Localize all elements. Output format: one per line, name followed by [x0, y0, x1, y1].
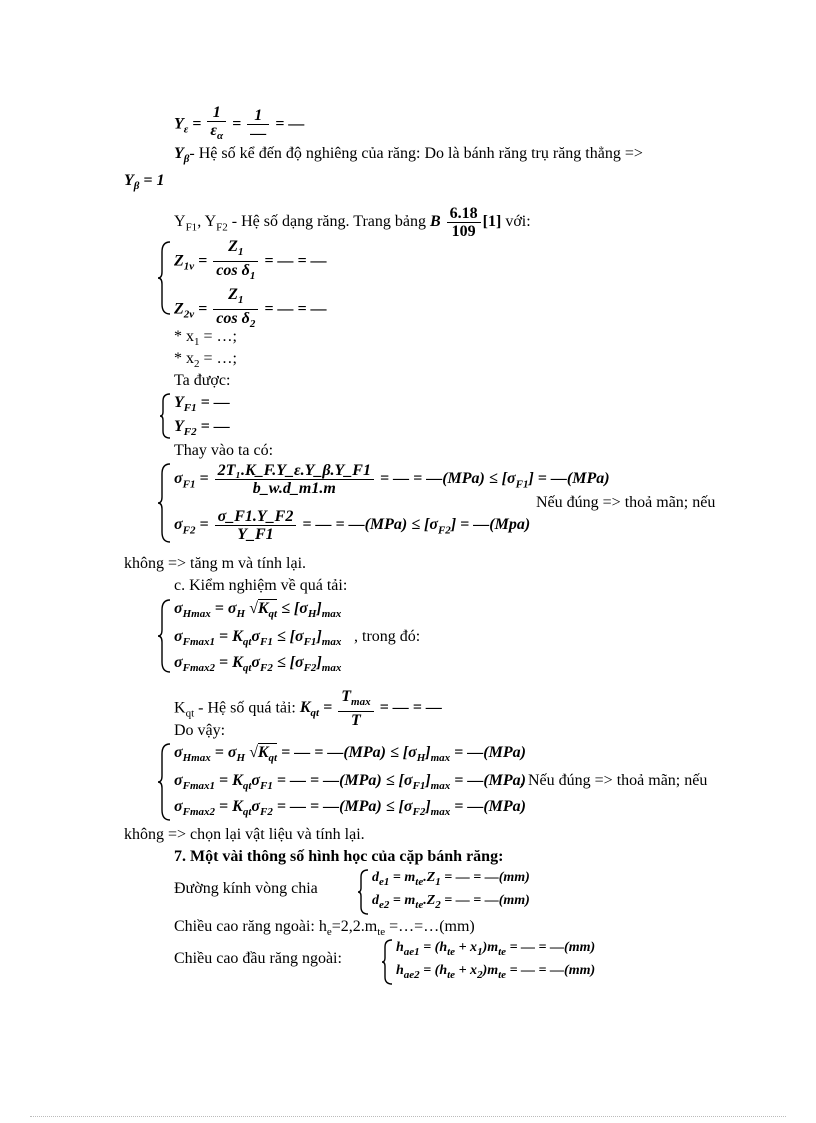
yf-description: $Y_{F1}$, $Y_{F2}$ - Hệ số dạng răng. Trang bảng B $\frac{6.18}{109}$ [1] với:	[174, 205, 531, 240]
duong-kinh-label: Đường kính vòng chia	[174, 880, 318, 897]
khong-1: không => tăng m và tính lại.	[124, 555, 307, 572]
chieu-cao-dau-label: Chiều cao đầu răng ngoài:	[174, 950, 342, 967]
eq-de2: $d_{e2} = m_{te}.Z_2$ = — = —(mm)	[372, 893, 530, 911]
eq-dv-hmax: $\sigma_{Hmax} = \sigma_H$ $√K_{qt}$ = — = —(MPa) ≤ $[\sigma_H]_{max}$ = —(MPa)	[174, 744, 526, 765]
chieu-cao-rang-ngoai: Chiều cao răng ngoài: $h_e=2,2.m_{te}$ =…=…(mm)	[174, 918, 475, 939]
y-beta-value: $Y_\beta = 1$	[124, 172, 165, 193]
eq-dv-fmax2: $\sigma_{Fmax2} = K_{qt}\sigma_{F2}$ = — = —(MPa) ≤ $[\sigma_{F2}]_{max}$ = —(MPa)	[174, 798, 526, 819]
eq-hae1: $h_{ae1} = (h_{te} + x_1)m_{te}$ = — = —(mm)	[396, 940, 596, 958]
thay-vao: Thay vào ta có:	[174, 442, 274, 459]
trong-do: , trong đó:	[354, 628, 421, 645]
brace-yf	[158, 392, 172, 440]
eq-z1v: $Z_{1v}$ = $\frac{Z_1}{\cos \delta_1}$ = — = —	[174, 238, 327, 283]
section-c-heading: c. Kiểm nghiệm về quá tải:	[174, 577, 348, 594]
brace-qt	[156, 598, 172, 674]
kqt-description: $K_{qt}$ - Hệ số quá tải: $K_{qt}$ = $\frac{T_{max}}{T}$ = — = —	[174, 688, 442, 730]
x1-line: * $x_1$ = …;	[174, 328, 237, 349]
eq-dv-fmax1: $\sigma_{Fmax1} = K_{qt}\sigma_{F1}$ = — = —(MPa) ≤ $[\sigma_{F1}]_{max}$ = —(MPa)	[174, 772, 526, 793]
eq-sigma-f2: $\sigma_{F2}$ = $\frac{\sigma\_F1.Y\_F2}{Y\_F1}$ = — = —(MPa) ≤ $[\sigma_{F2}]$ = —(Mpa)	[174, 508, 531, 543]
section-7-heading: 7. Một vài thông số hình học của cặp bánh răng:	[174, 848, 504, 865]
eq-qt-fmax2: $\sigma_{Fmax2} = K_{qt}\sigma_{F2} \le [\sigma_{F2}]_{max}$	[174, 654, 342, 675]
brace-hae	[380, 938, 394, 986]
khong-2: không => chọn lại vật liệu và tính lại.	[124, 826, 365, 843]
brace-de	[356, 868, 370, 916]
eq-sigma-f1: $\sigma_{F1}$ = $\frac{\text{2T₁.K\_F.Y\_ε.Y\_β.Y\_F1}}{b\_w.d\_m1.m}$ = — = —(MPa) ≤ $[\sigma_{F1}]$ = —(MPa)	[174, 462, 610, 497]
page-bottom-rule	[30, 1116, 786, 1117]
ta-duoc: Ta được:	[174, 372, 231, 389]
eq-yf1: $Y_{F1}$ = —	[174, 394, 230, 415]
eq-z2v: $Z_{2v}$ = $\frac{Z_1}{\cos \delta_2}$ = — = —	[174, 286, 327, 331]
brace-zv	[156, 240, 172, 316]
eq-y-epsilon: $Y_\varepsilon$ = $\frac{1}{\varepsilon_\alpha}$ = $\frac{1}{—}$ = —	[174, 104, 305, 143]
neu-dung-2: , Nếu đúng => thoả mãn; nếu	[520, 772, 708, 789]
eq-yf2: $Y_{F2}$ = —	[174, 418, 230, 439]
y-beta-description: $Y_\beta-$ Hệ số kể đến độ nghiêng của răng: Do là bánh răng trụ răng thẳng =>	[174, 145, 643, 166]
eq-de1: $d_{e1} = m_{te}.Z_1$ = — = —(mm)	[372, 870, 530, 888]
brace-sigma-f	[156, 462, 172, 544]
neu-dung-1: Nếu đúng => thoả mãn; nếu	[536, 494, 716, 511]
do-vay: Do vậy:	[174, 722, 226, 739]
eq-hae2: $h_{ae2} = (h_{te} + x_2)m_{te}$ = — = —(mm)	[396, 963, 596, 981]
x2-line: * $x_2$ = …;	[174, 350, 237, 371]
eq-qt-hmax: $\sigma_{Hmax} = \sigma_H$ $√K_{qt} \le [\sigma_H]_{max}$	[174, 600, 342, 621]
brace-do-vay	[156, 742, 172, 822]
eq-qt-fmax1: $\sigma_{Fmax1} = K_{qt}\sigma_{F1} \le [\sigma_{F1}]_{max}$	[174, 628, 342, 649]
